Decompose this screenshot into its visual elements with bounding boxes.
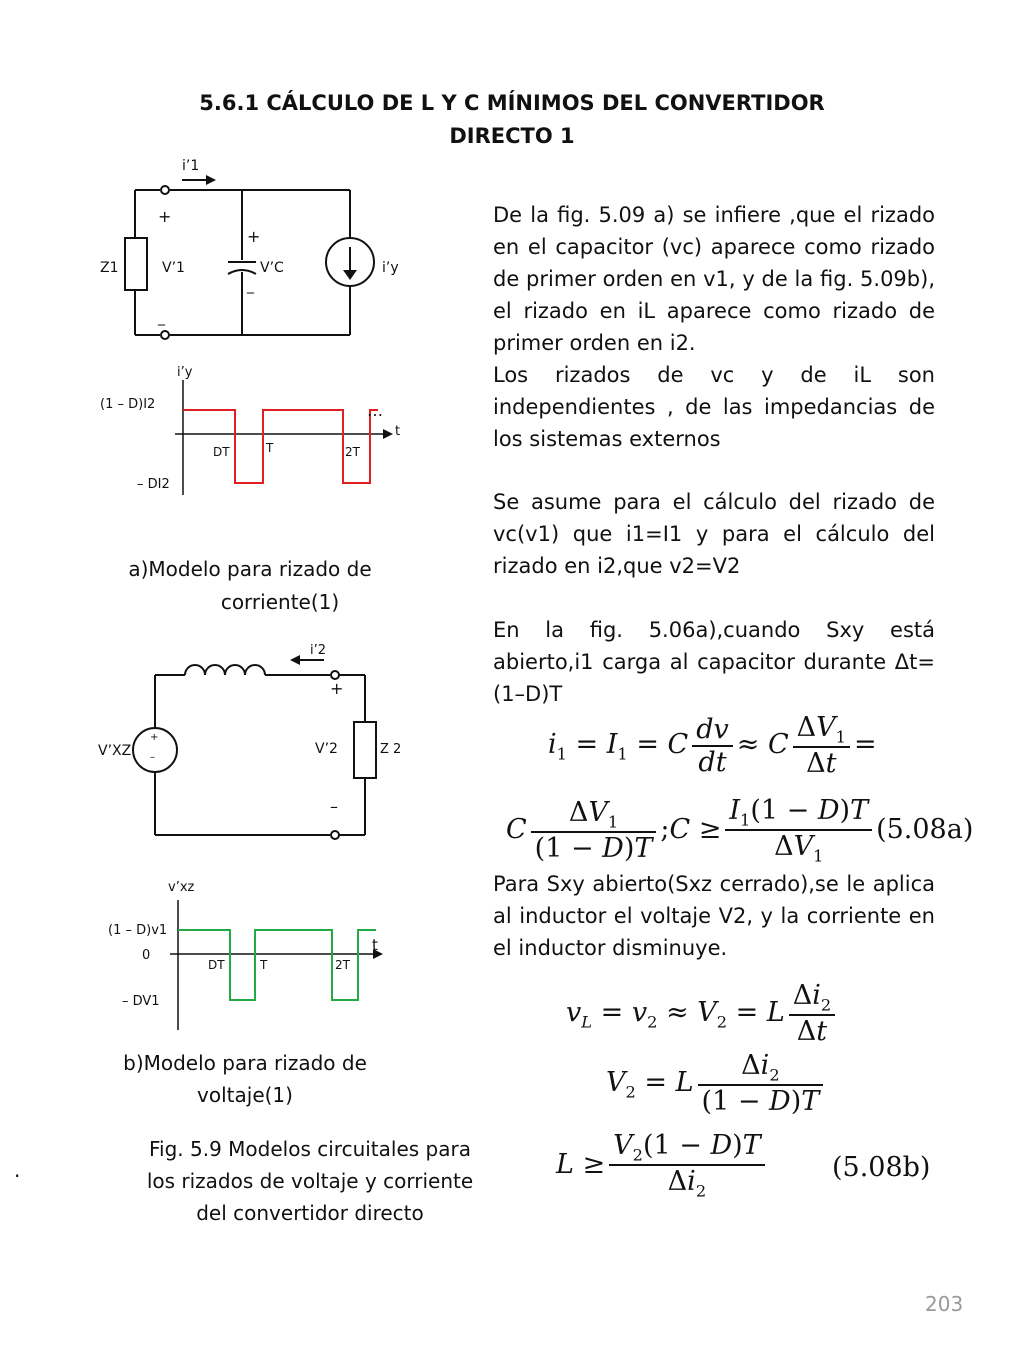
wave-b-2t: 2T: [335, 958, 350, 972]
equation-inductor-1: $v_L = v_2 \approx V_2 = L$ $\frac{\Delta i_2}{\Delta t}$: [566, 980, 839, 1047]
vc-label: V’C: [260, 260, 284, 276]
wave-a-dt: DT: [213, 445, 230, 459]
v1-label: V’1: [162, 260, 185, 276]
v2-plus: +: [330, 679, 344, 698]
iy-label: i’y: [382, 260, 399, 276]
waveform-a-chart: [95, 360, 415, 500]
wave-b-ylabel: v’xz: [168, 880, 195, 895]
v2-minus: –: [330, 797, 338, 816]
current-label-i1: i’1: [182, 158, 200, 174]
paragraph-3: Se asume para el cálculo del rizado de vc(v1) que i1=I1 y para el cálculo del rizado en i2,que v2=V2: [493, 490, 935, 578]
circuit-a-diagram: [90, 150, 399, 340]
vxz-plus: +: [150, 732, 159, 743]
figure-caption-line2: los rizados de voltaje y corriente: [146, 1169, 474, 1193]
wave-a-high-label: (1 – D)I2: [100, 397, 156, 412]
paragraph-2: Los rizados de vc y de iL son independientes , de las impedancias de los sistemas externos: [493, 363, 935, 451]
vxz-minus: –: [150, 752, 155, 763]
wave-a-ylabel: i’y: [177, 365, 193, 380]
equation-capacitor-1: $i_1 = I_1 = C$ $\frac{dv}{dt}$ ≈ C $\frac{\Delta V_1}{\Delta t}$ =: [548, 712, 877, 780]
caption-a-line1: a)Modelo para rizado de: [128, 557, 372, 581]
wave-b-low-label: – DV1: [122, 994, 160, 1009]
inductor-l: [185, 665, 265, 675]
wave-a-low-label: – DI2: [137, 477, 170, 492]
stray-dot: .: [14, 1158, 21, 1182]
equation-inductor-3: L ≥ $\frac{V_2(1 - D)T}{\Delta i_2}$: [556, 1130, 769, 1201]
wave-b-t: T: [260, 958, 268, 972]
z2-label: Z 2: [380, 742, 402, 757]
v2-label: V’2: [315, 741, 338, 757]
equation-tag-5-08a: (5.08a): [876, 813, 974, 845]
paragraph-5: Para Sxy abierto(Sxz cerrado),se le aplica al inductor el voltaje V2, y la corriente en el inductor disminuye.: [493, 872, 935, 960]
wave-b-zero-label: 0: [142, 948, 151, 963]
vc-plus: +: [247, 227, 261, 246]
current-label-i2: i’2: [310, 643, 327, 658]
wave-b-dt: DT: [208, 958, 225, 972]
v1-plus: +: [158, 207, 172, 226]
caption-a-line2: corriente(1): [220, 590, 340, 614]
wave-b-taxis: t: [372, 936, 378, 954]
wave-a-taxis: t: [395, 424, 401, 439]
wave-a-2t: 2T: [345, 445, 360, 459]
equation-capacitor-2: C $\frac{\Delta V_1}{(1 - D)T}$ ;C ≥ $\frac{I_1(1 - D)T}{\Delta V_1}$ (5.08a): [506, 795, 974, 866]
vxz-label: V’XZ: [98, 743, 132, 759]
paragraph-1: De la fig. 5.09 a) se infiere ,que el rizado en el capacitor (vc) aparece como rizado de primer orden en v1, y de la fig. 5.09b), el rizado en iL aparece como rizado de primer orden en i2.: [493, 203, 935, 355]
wave-a-t: T: [266, 441, 274, 455]
z1-resistor: [125, 238, 147, 290]
wave-a-dots: …: [367, 401, 383, 420]
page-number: 203: [925, 1292, 964, 1316]
equation-inductor-2: $V_2 = L$ $\frac{\Delta i_2}{(1 - D)T}$: [606, 1050, 827, 1117]
equation-tag-5-08b: (5.08b): [832, 1152, 931, 1183]
circuit-b-diagram: [90, 630, 410, 845]
v1-minus: _: [158, 310, 165, 326]
vc-minus: _: [247, 278, 254, 294]
wave-b-high-label: (1 – D)v1: [108, 923, 168, 938]
waveform-b-chart: [100, 875, 400, 1035]
figure-caption-line3: del convertidor directo: [196, 1201, 424, 1225]
figure-caption-line1: Fig. 5.9 Modelos circuitales para: [149, 1137, 471, 1161]
z1-label: Z1: [100, 260, 119, 276]
z2-resistor: [354, 722, 376, 778]
section-title-line2: DIRECTO 1: [449, 124, 575, 148]
caption-b-line1: b)Modelo para rizado de: [123, 1051, 367, 1075]
section-title-line1: 5.6.1 CÁLCULO DE L Y C MÍNIMOS DEL CONVERTIDOR: [199, 91, 825, 115]
caption-b-line2: voltaje(1): [197, 1083, 293, 1107]
paragraph-4: En la fig. 5.06a),cuando Sxy está abierto,i1 carga al capacitor durante Δt=(1–D)T: [493, 618, 935, 706]
